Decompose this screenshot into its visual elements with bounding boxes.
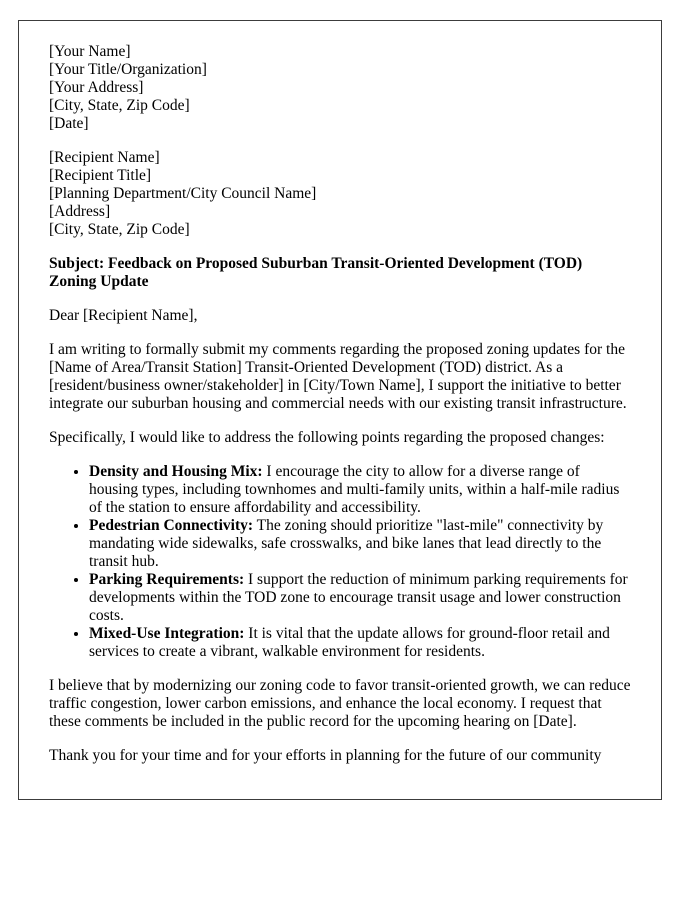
recipient-name: [Recipient Name]: [49, 149, 160, 166]
sender-city: [City, State, Zip Code]: [49, 97, 190, 114]
recipient-title: [Recipient Title]: [49, 167, 152, 184]
bullet-text: I support the reduction of minimum parking requirements for developments within the TOD zone to encourage transit usage and lower construction costs.: [89, 571, 628, 624]
recipient-address: [Address]: [49, 203, 111, 220]
points-lead-paragraph: Specifically, I would like to address the following points regarding the proposed changes:: [49, 429, 605, 446]
bullet-item-pedestrian: [89, 517, 631, 571]
belief-paragraph: I believe that by modernizing our zoning code to favor transit-oriented growth, we can reduce traffic congestion, lower carbon emissions, and enhance the local economy. I request that these comments be included in the public record for the upcoming hearing on [Date].: [49, 677, 631, 730]
bullet-text: I encourage the city to allow for a diverse range of housing types, including townhomes and multi-family units, within a half-mile radius of the station to ensure affordability and accessibility.: [89, 463, 620, 516]
sender-date: [Date]: [49, 115, 89, 132]
salutation: Dear [Recipient Name],: [49, 307, 198, 324]
bullet-title: Parking Requirements:: [89, 571, 245, 588]
bullet-title: Pedestrian Connectivity:: [89, 517, 254, 534]
subject-line: Subject: Feedback on Proposed Suburban Transit-Oriented Development (TOD) Zoning Update: [49, 255, 583, 290]
sender-name: [Your Name]: [49, 43, 131, 60]
bullet-item-parking: [89, 571, 631, 625]
recipient-city: [City, State, Zip Code]: [49, 221, 190, 238]
bullet-text: It is vital that the update allows for ground-floor retail and services to create a vibrant, walkable environment for residents.: [89, 625, 610, 660]
bullet-title: Mixed-Use Integration:: [89, 625, 245, 642]
bullet-item-density: [89, 463, 631, 517]
bullet-item-mixed-use: [89, 625, 631, 661]
sender-block: [49, 43, 631, 133]
recipient-department: [Planning Department/City Council Name]: [49, 185, 317, 202]
bullet-title: Density and Housing Mix:: [89, 463, 263, 480]
bullet-list: [49, 463, 631, 661]
thanks-paragraph: Thank you for your time and for your efforts in planning for the future of our community: [49, 747, 602, 764]
sender-title: [Your Title/Organization]: [49, 61, 207, 78]
recipient-block: [49, 149, 631, 239]
bullet-text: The zoning should prioritize "last-mile" connectivity by mandating wide sidewalks, safe crosswalks, and bike lanes that lead directly to the transit hub.: [89, 517, 604, 570]
sender-address: [Your Address]: [49, 79, 144, 96]
letter-document: [18, 20, 662, 800]
intro-paragraph: I am writing to formally submit my comments regarding the proposed zoning updates for the [Name of Area/Transit Station] Transit-Oriented Development (TOD) district. As a [resident/business owner/stakeholder] in [City/Town Name], I support the initiative to better integrate our suburban housing and commercial needs with our existing transit infrastructure.: [49, 341, 627, 412]
